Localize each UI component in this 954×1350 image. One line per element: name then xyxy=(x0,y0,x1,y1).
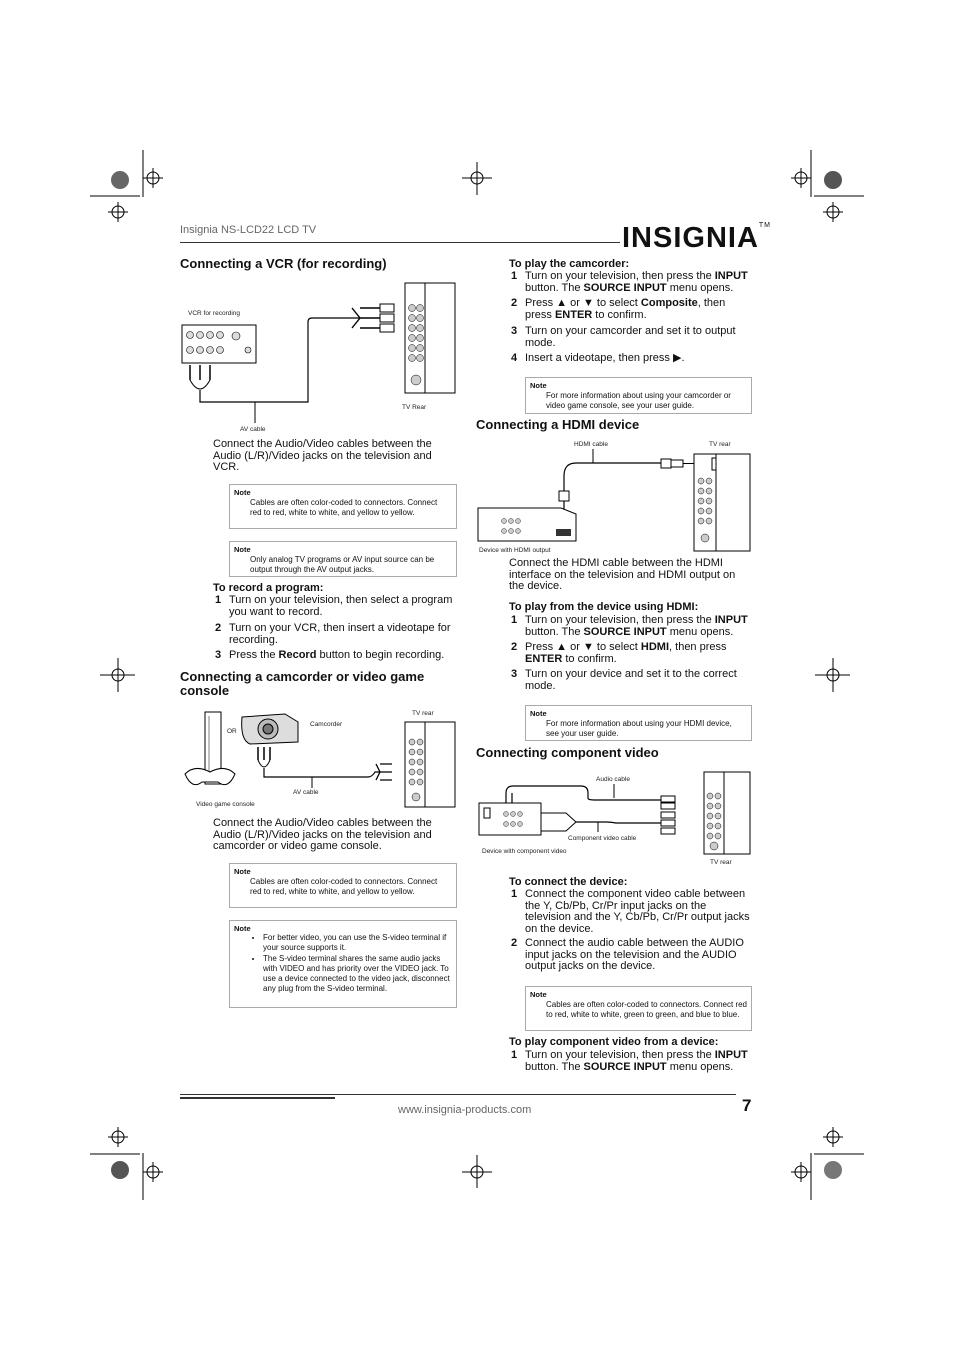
or-label: OR xyxy=(227,728,237,735)
console-label-1: Video game console xyxy=(196,801,255,808)
step-text: button. The xyxy=(525,625,584,638)
page-number: 7 xyxy=(742,1096,752,1115)
vcr-note-1 xyxy=(229,484,457,529)
component-audio-label: Audio cable xyxy=(596,776,630,783)
input-label: INPUT xyxy=(714,270,748,282)
vcr-heading: Connecting a VCR (for recording) xyxy=(180,256,387,271)
record-step-3 xyxy=(215,650,455,663)
vcr-diagram xyxy=(180,280,460,440)
step-number: 1 xyxy=(511,1049,518,1061)
play-component-step-1 xyxy=(511,1050,751,1074)
step-number: 2 xyxy=(511,937,518,949)
component-video-label: Component video cable xyxy=(568,835,637,842)
step-number: 4 xyxy=(511,352,518,364)
hdmi-step-2 xyxy=(511,642,751,666)
note-body: For more information about using your camcorder or video game console, see your user guide. xyxy=(546,391,731,410)
note-body: For more information about using your HDMI device, see your user guide. xyxy=(546,719,732,738)
step-text: Press ▲ or ▼ to select xyxy=(525,641,641,653)
step-text: Turn on your camcorder and set it to output mode. xyxy=(525,325,736,349)
note-title: Note xyxy=(530,709,547,718)
vcr-tv-label: TV Rear xyxy=(402,404,427,411)
step-number: 2 xyxy=(511,641,518,653)
step-text: , then press xyxy=(525,297,726,321)
step-text: Turn on your television, then press the xyxy=(525,614,715,626)
note-body: Only analog TV programs or AV input source can be output through the AV output jacks. xyxy=(250,555,435,574)
note-title: Note xyxy=(234,488,251,497)
play-component-title: To play component video from a device: xyxy=(509,1036,719,1048)
hdmi-note xyxy=(525,705,752,741)
step-text: Turn on your television, then select a program you want to record. xyxy=(229,594,453,618)
step-text: Turn on your television, then press the xyxy=(525,270,715,282)
step-number: 1 xyxy=(511,888,518,900)
record-step-2 xyxy=(215,623,455,647)
step-text: Insert a videotape, then press ▶. xyxy=(525,352,685,364)
note-title: Note xyxy=(234,545,251,554)
input-label: INPUT xyxy=(714,614,748,626)
composite-label: Composite xyxy=(640,297,698,309)
note-bullets xyxy=(250,933,452,995)
step-text: menu opens. xyxy=(666,625,734,638)
play-camcorder-note xyxy=(525,377,752,414)
step-text: Turn on your device and set it to the correct mode. xyxy=(525,668,737,692)
vcr-text: Connect the Audio/Video cables between the Audio (L/R)/Video jacks on the television and VCR. xyxy=(213,438,432,473)
hdmi-cable-label: HDMI cable xyxy=(574,441,608,448)
camcorder-note-2 xyxy=(229,920,457,1008)
connect-device-title: To connect the device: xyxy=(509,876,628,888)
camcorder-diagram xyxy=(180,702,460,820)
camcorder-heading: Connecting a camcorder or video game console xyxy=(180,669,425,698)
enter-label: ENTER xyxy=(525,652,563,665)
step-text: menu opens. xyxy=(666,281,734,294)
vcr-note-2 xyxy=(229,541,457,577)
step-text: , then press xyxy=(669,641,727,653)
footer-url: www.insignia-products.com xyxy=(398,1104,532,1116)
note-title: Note xyxy=(234,867,251,876)
step-text: Turn on your VCR, then insert a videotape for recording. xyxy=(229,622,451,646)
input-label: INPUT xyxy=(714,1049,748,1061)
hdmi-label: HDMI xyxy=(640,641,670,653)
step-text: Connect the audio cable between the AUDIO input jacks on the television and the AUDIO output jacks on the device. xyxy=(525,937,744,972)
camcorder-tv-label: TV rear xyxy=(412,710,434,717)
component-heading: Connecting component video xyxy=(476,745,659,760)
step-text: menu opens. xyxy=(666,1060,734,1073)
component-diagram xyxy=(476,768,756,870)
note-bullet: • The S-video terminal shares the same audio jacks with VIDEO and has priority over the VIDEO jack. To use a device connected to the video jack, disconnect any plug from the S-video terminal. xyxy=(263,954,452,995)
step-text: Connect the component video cable between the Y, Cb/Pb, Cr/Pr input jacks on the television and the Y, Cb/Pb, Cr/Pr output jacks on the device. xyxy=(525,888,750,935)
hdmi-diagram xyxy=(476,436,756,558)
step-number: 1 xyxy=(215,594,222,606)
camcorder-cable-label: AV cable xyxy=(293,789,319,796)
source-input-label: SOURCE INPUT xyxy=(583,625,667,638)
component-step-1 xyxy=(511,889,751,937)
logo-tm: TM xyxy=(758,222,772,229)
hdmi-device-label: Device with HDMI output xyxy=(479,547,551,554)
footer-rule-accent xyxy=(180,1097,335,1099)
source-input-label: SOURCE INPUT xyxy=(583,281,667,294)
record-title: To record a program: xyxy=(213,582,324,594)
play-camcorder-step-1 xyxy=(511,271,751,295)
component-device-label: Device with component video xyxy=(482,848,567,855)
step-text: Press ▲ or ▼ to select xyxy=(525,297,641,309)
step-text: button. The xyxy=(525,1060,584,1073)
note-body: Cables are often color-coded to connectors. Connect red to red, white to white, and yellow to yellow. xyxy=(250,498,438,517)
logo-text: INSIGNIA xyxy=(622,222,759,254)
header-rule xyxy=(180,242,620,243)
footer-rule xyxy=(180,1094,736,1095)
camcorder-label: Camcorder xyxy=(310,721,343,728)
step-number: 1 xyxy=(511,614,518,626)
play-camcorder-title: To play the camcorder: xyxy=(509,258,630,270)
note-body: Cables are often color-coded to connectors. Connect red to red, white to white, and yellow to yellow. xyxy=(250,877,438,896)
vcr-cable-label: AV cable xyxy=(240,426,266,433)
note-body: Cables are often color-coded to connectors. Connect red to red, white to white, green to green, and blue to blue. xyxy=(546,1000,748,1019)
component-note xyxy=(525,986,752,1031)
play-camcorder-step-4 xyxy=(511,353,751,366)
step-number: 2 xyxy=(511,297,518,309)
step-text: button. The xyxy=(525,281,584,294)
camcorder-note-1 xyxy=(229,863,457,908)
hdmi-step-1 xyxy=(511,615,751,639)
record-step-1 xyxy=(215,595,455,619)
step-text: to confirm. xyxy=(592,308,647,321)
camcorder-text: Connect the Audio/Video cables between the Audio (L/R)/Video jacks on the television and camcorder or video game console. xyxy=(213,817,432,852)
component-step-2 xyxy=(511,938,751,974)
source-input-label: SOURCE INPUT xyxy=(583,1060,667,1073)
note-bullet: • For better video, you can use the S-video terminal if your source supports it. xyxy=(263,933,452,954)
insignia-logo xyxy=(622,222,771,255)
component-tv-label: TV rear xyxy=(710,859,732,866)
hdmi-text: Connect the HDMI cable between the HDMI interface on the television and HDMI output on the device. xyxy=(509,557,736,592)
step-text: to confirm. xyxy=(562,652,617,665)
hdmi-step-3 xyxy=(511,669,751,693)
record-button-label: Record xyxy=(278,649,317,661)
step-text: button to begin recording. xyxy=(316,649,445,661)
step-number: 3 xyxy=(215,649,222,661)
step-text: Turn on your television, then press the xyxy=(525,1049,715,1061)
play-camcorder-step-2 xyxy=(511,298,751,322)
note-title: Note xyxy=(530,990,547,999)
header-title: Insignia NS-LCD22 LCD TV xyxy=(180,224,317,236)
play-camcorder-step-3 xyxy=(511,326,751,350)
vcr-label: VCR for recording xyxy=(188,310,241,317)
enter-label: ENTER xyxy=(554,308,593,321)
hdmi-tv-label: TV rear xyxy=(709,441,731,448)
step-number: 2 xyxy=(215,622,222,634)
step-number: 1 xyxy=(511,270,518,282)
note-title: Note xyxy=(530,381,547,390)
hdmi-play-title: To play from the device using HDMI: xyxy=(509,601,699,613)
hdmi-heading: Connecting a HDMI device xyxy=(476,417,640,432)
step-number: 3 xyxy=(511,668,518,680)
note-title: Note xyxy=(234,924,251,933)
step-number: 3 xyxy=(511,325,518,337)
step-text: Press the xyxy=(229,649,279,661)
